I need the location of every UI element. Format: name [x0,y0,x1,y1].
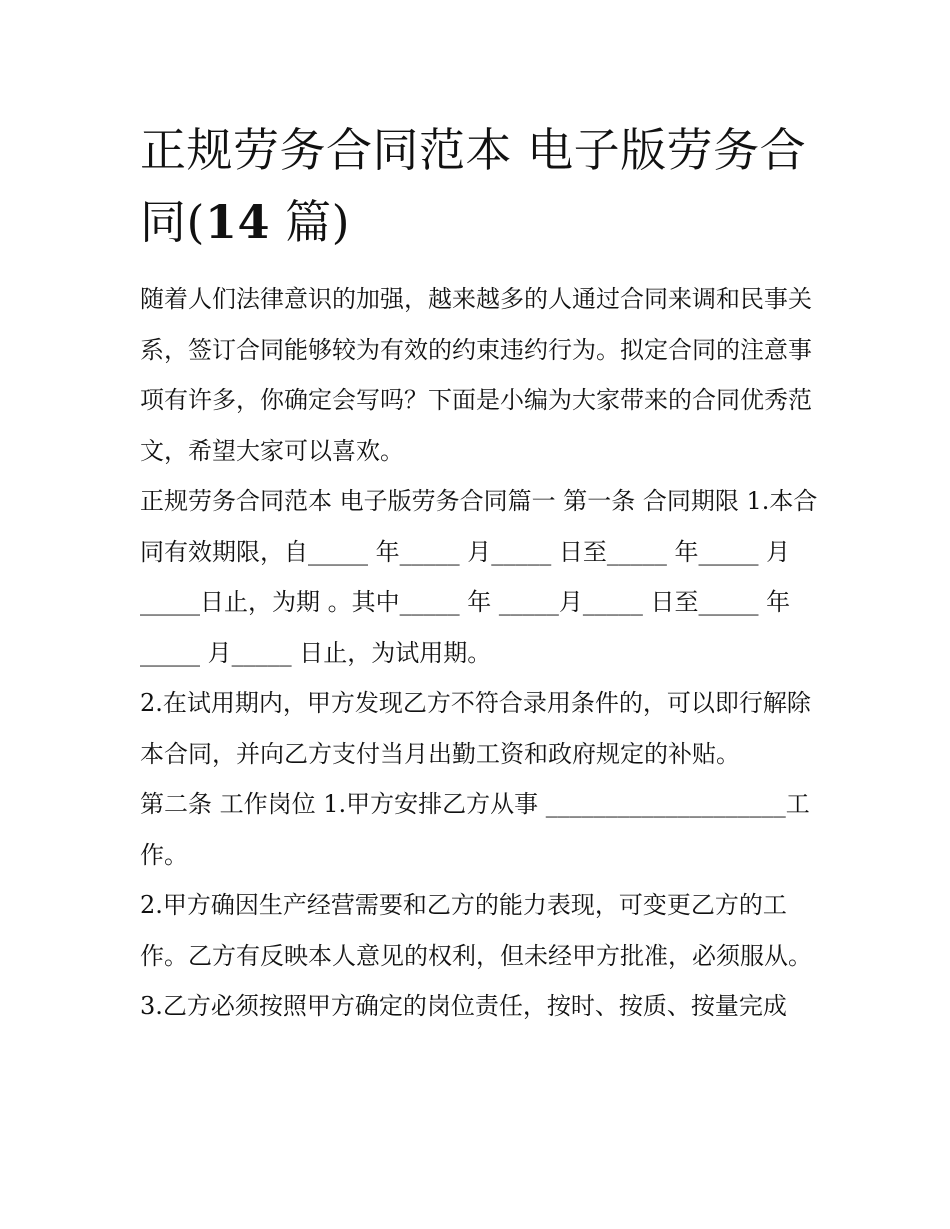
title-text-start: 正规劳务合同范本 电子版劳务合同( [140,123,807,249]
intro-paragraph: 随着人们法律意识的加强，越来越多的人通过合同来调和民事关系，签订合同能够较为有效的约束违约行为。拟定合同的注意事项有许多，你确定会写吗？下面是小编为大家带来的合同优秀范文，希望大家可以喜欢。 [140,285,812,465]
document-title [140,114,820,258]
article-1-probation-paragraph: 2.在试用期内，甲方发现乙方不符合录用条件的，可以即行解除本合同，并向乙方支付当月出勤工资和政府规定的补贴。 [140,689,811,768]
article-2-position-paragraph: 第二条 工作岗位 1.甲方安排乙方从事 ____________________工作。 [140,790,810,869]
article-2-duty-paragraph: 3.乙方必须按照甲方确定的岗位责任，按时、按质、按量完成 [140,992,787,1020]
document-body [140,114,820,1032]
title-text-end: 篇) [269,195,351,249]
article-2-change-paragraph: 2.甲方确因生产经营需要和乙方的能力表现，可变更乙方的工作。乙方有反映本人意见的权利，但未经甲方批准，必须服从。 [140,891,812,970]
title-count: 14 [204,195,270,249]
article-1-term-paragraph: 正规劳务合同范本 电子版劳务合同篇一 第一条 合同期限 1.本合同有效期限，自_____ 年_____ 月_____ 日至_____ 年_____ 月 _____日止，为期 。其中_____ 年 _____月_____ 日至_____ 年 _____ 月_____ 日止，为试用期。 [140,487,818,667]
